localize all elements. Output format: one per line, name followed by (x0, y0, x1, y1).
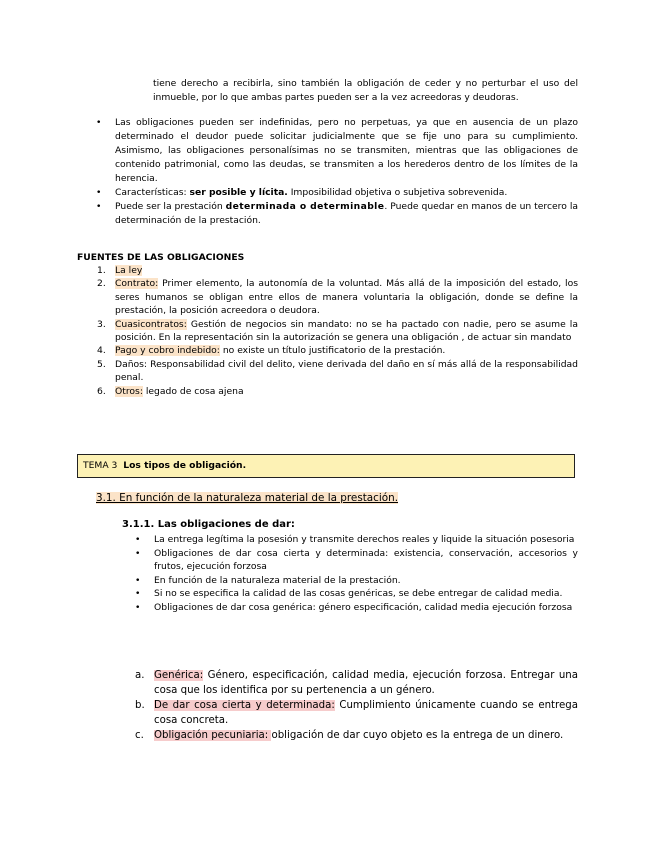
item-text: Género, especificación, calidad media, ejecución forzosa. Entregar una cosa que los identifica por su pertenencia a un género. (154, 670, 578, 696)
list-item (135, 668, 578, 698)
list-number: 3. (97, 318, 106, 330)
list-item (97, 264, 578, 277)
tema-title: Los tipos de obligación. (123, 460, 247, 471)
item-text: obligación de dar cuyo objeto es la entrega de un dinero. (271, 730, 564, 741)
bullet-text: . Puede quedar en manos de un tercero la determinación de la prestación. (115, 201, 578, 226)
highlighted-label: De dar cosa cierta y determinada: (154, 700, 335, 711)
list-item (97, 277, 578, 317)
highlighted-label: Cuasicontratos: (115, 318, 187, 330)
highlighted-label: Contrato: (115, 278, 159, 290)
list-item (115, 186, 578, 200)
bullet-bold-text: ser posible y lícita. (189, 187, 288, 198)
subsection-title: 3.1.1. Las obligaciones de dar: (122, 519, 295, 530)
item-text: no existe un título justificatorio de la prestación. (219, 345, 446, 357)
bullet-text: Características: (115, 187, 190, 198)
highlighted-label: Genérica: (154, 670, 204, 681)
list-number: 4. (97, 345, 106, 357)
item-text: Cumplimiento únicamente cuando se entrega cosa concreta. (154, 700, 578, 726)
item-text: Daños: Responsabilidad civil del delito, viene derivada del daño en sí más allá de la responsabilidad penal. (115, 358, 578, 384)
list-item: • La entrega legítima la posesión y transmite derechos reales y liquide la situación posesoria (154, 533, 578, 547)
item-text: Primer elemento, la autonomía de la voluntad. Más allá de la imposición del estado, los seres humanos se obligan entre ellos de manera voluntaria la obligación, donde se define la prestación, la posición acreedora o deudora. (115, 278, 578, 317)
list-item (115, 200, 578, 228)
list-item (135, 698, 578, 728)
highlighted-label: Obligación pecuniaria: (154, 730, 272, 741)
list-item (135, 728, 578, 743)
list-number: 2. (97, 278, 106, 290)
obligations-bullet-list (115, 116, 578, 228)
tema-label: TEMA 3 (83, 460, 118, 471)
list-item: • Obligaciones de dar cosa cierta y determinada: existencia, conservación, accesorios y frutos, ejecución forzosa (154, 547, 578, 574)
list-letter: c. (135, 730, 144, 741)
list-item (115, 116, 578, 186)
list-number: 1. (97, 265, 106, 276)
list-item: • Si no se especifica la calidad de las cosas genéricas, se debe entregar de calidad media. (154, 587, 578, 601)
tema-header-box (77, 454, 575, 478)
tipos-dar-list (135, 668, 578, 743)
list-item (97, 318, 578, 345)
fuentes-list (97, 264, 578, 398)
list-item: • En función de la naturaleza material de la prestación. (154, 574, 578, 588)
list-letter: b. (135, 700, 145, 711)
list-number: 6. (97, 385, 106, 397)
list-letter: a. (135, 670, 145, 681)
list-item: • Obligaciones de dar cosa genérica: género especificación, calidad media ejecución forzosa (154, 601, 578, 615)
list-item (97, 344, 578, 357)
bullet-text: Puede ser la prestación (115, 201, 226, 212)
obligaciones-dar-list (154, 533, 578, 614)
list-number: 5. (97, 358, 106, 370)
highlighted-label: La ley (115, 265, 143, 276)
bullet-text: Las obligaciones pueden ser indefinidas, pero no perpetuas, ya que en ausencia de un plazo determinado el deudor puede solicitar judicialmente que se fije uno para su cumplimiento. Asimismo, las obligaciones personalísimas no se transmiten, mientras que las obligaciones de contenido patrimonial, como las deudas, se transmiten a los herederos dentro de los límites de la herencia. (115, 117, 578, 184)
intro-paragraph: tiene derecho a recibirla, sino también la obligación de ceder y no perturbar el uso del inmueble, por lo que ambas partes pueden ser a la vez acreedoras y deudoras. (153, 78, 578, 103)
list-item (97, 385, 578, 398)
fuentes-heading: FUENTES DE LAS OBLIGACIONES (77, 252, 245, 263)
highlighted-label: Pago y cobro indebido: (115, 345, 220, 357)
item-text: Gestión de negocios sin mandato: no se ha pactado con nadie, pero se asume la posición. En la representación sin la autorización se genera una obligación , de actuar sin mandato (115, 318, 578, 344)
section-title (96, 492, 398, 504)
bullet-text: Imposibilidad objetiva o subjetiva sobrevenida. (287, 187, 508, 198)
highlighted-label: Otros: (115, 385, 143, 397)
item-text: legado de cosa ajena (142, 385, 244, 397)
list-item (97, 358, 578, 385)
section-title-text: 3.1. En función de la naturaleza material de la prestación. (96, 492, 399, 504)
bullet-bold-text: determinada o determinable (225, 201, 385, 212)
